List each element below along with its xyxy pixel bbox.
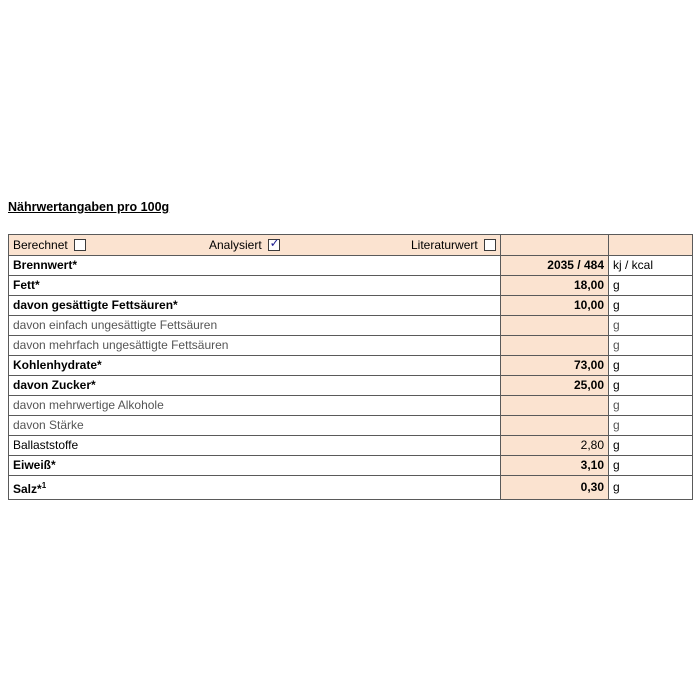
row-value[interactable] [501,316,609,336]
nutrition-table [8,234,693,500]
table-row [9,276,693,296]
row-unit: g [609,456,693,476]
page-title: Nährwertangaben pro 100g [8,200,170,214]
checkbox-analysiert-group[interactable] [209,235,280,255]
row-unit: g [609,276,693,296]
table-row [9,296,693,316]
table-header-row [9,235,693,256]
row-unit: g [609,356,693,376]
row-unit: g [609,436,693,456]
row-value[interactable]: 0,30 [501,476,609,500]
row-label: davon mehrwertige Alkohole [9,396,501,416]
table-row [9,396,693,416]
row-label-superscript: 1 [41,481,47,490]
row-label: davon gesättigte Fettsäuren* [9,296,501,316]
table-row [9,416,693,436]
row-unit: g [609,316,693,336]
table-row [9,336,693,356]
row-label: Salz*$^1$ [9,476,501,500]
row-label: davon einfach ungesättigte Fettsäuren [9,316,501,336]
row-label: davon mehrfach ungesättigte Fettsäuren [9,336,501,356]
row-unit: g [609,476,693,500]
nutrition-table-body [9,235,693,500]
row-value[interactable]: 18,00 [501,276,609,296]
table-row [9,376,693,396]
row-value[interactable] [501,396,609,416]
header-berechnet-cell [9,235,501,256]
row-value[interactable]: 2,80 [501,436,609,456]
checkbox-berechnet-group[interactable] [13,235,86,255]
row-label: Brennwert* [9,256,501,276]
row-label: Eiweiß* [9,456,501,476]
analysiert-checkbox[interactable] [268,239,280,251]
row-label: Fett* [9,276,501,296]
header-value-cell [501,235,609,256]
table-row [9,456,693,476]
row-unit: g [609,336,693,356]
checkbox-literaturwert-group[interactable] [411,235,496,255]
row-unit: kj / kcal [609,256,693,276]
row-value[interactable]: 10,00 [501,296,609,316]
row-label: Kohlenhydrate* [9,356,501,376]
table-row [9,436,693,456]
row-label: Ballaststoffe [9,436,501,456]
row-value[interactable] [501,416,609,436]
row-value[interactable]: 73,00 [501,356,609,376]
checkbox-analysiert-label: Analysiert [209,238,262,252]
row-value[interactable]: 25,00 [501,376,609,396]
row-value[interactable] [501,336,609,356]
row-label: davon Zucker* [9,376,501,396]
row-value[interactable]: 2035 / 484 [501,256,609,276]
berechnet-checkbox[interactable] [74,239,86,251]
row-unit: g [609,416,693,436]
table-row [9,316,693,336]
header-unit-cell [609,235,693,256]
row-value[interactable]: 3,10 [501,456,609,476]
table-row [9,256,693,276]
row-unit: g [609,396,693,416]
literaturwert-checkbox[interactable] [484,239,496,251]
table-row [9,476,693,500]
checkbox-literaturwert-label: Literaturwert [411,238,478,252]
row-label: davon Stärke [9,416,501,436]
table-row [9,356,693,376]
row-unit: g [609,296,693,316]
checkbox-berechnet-label: Berechnet [13,238,68,252]
row-unit: g [609,376,693,396]
